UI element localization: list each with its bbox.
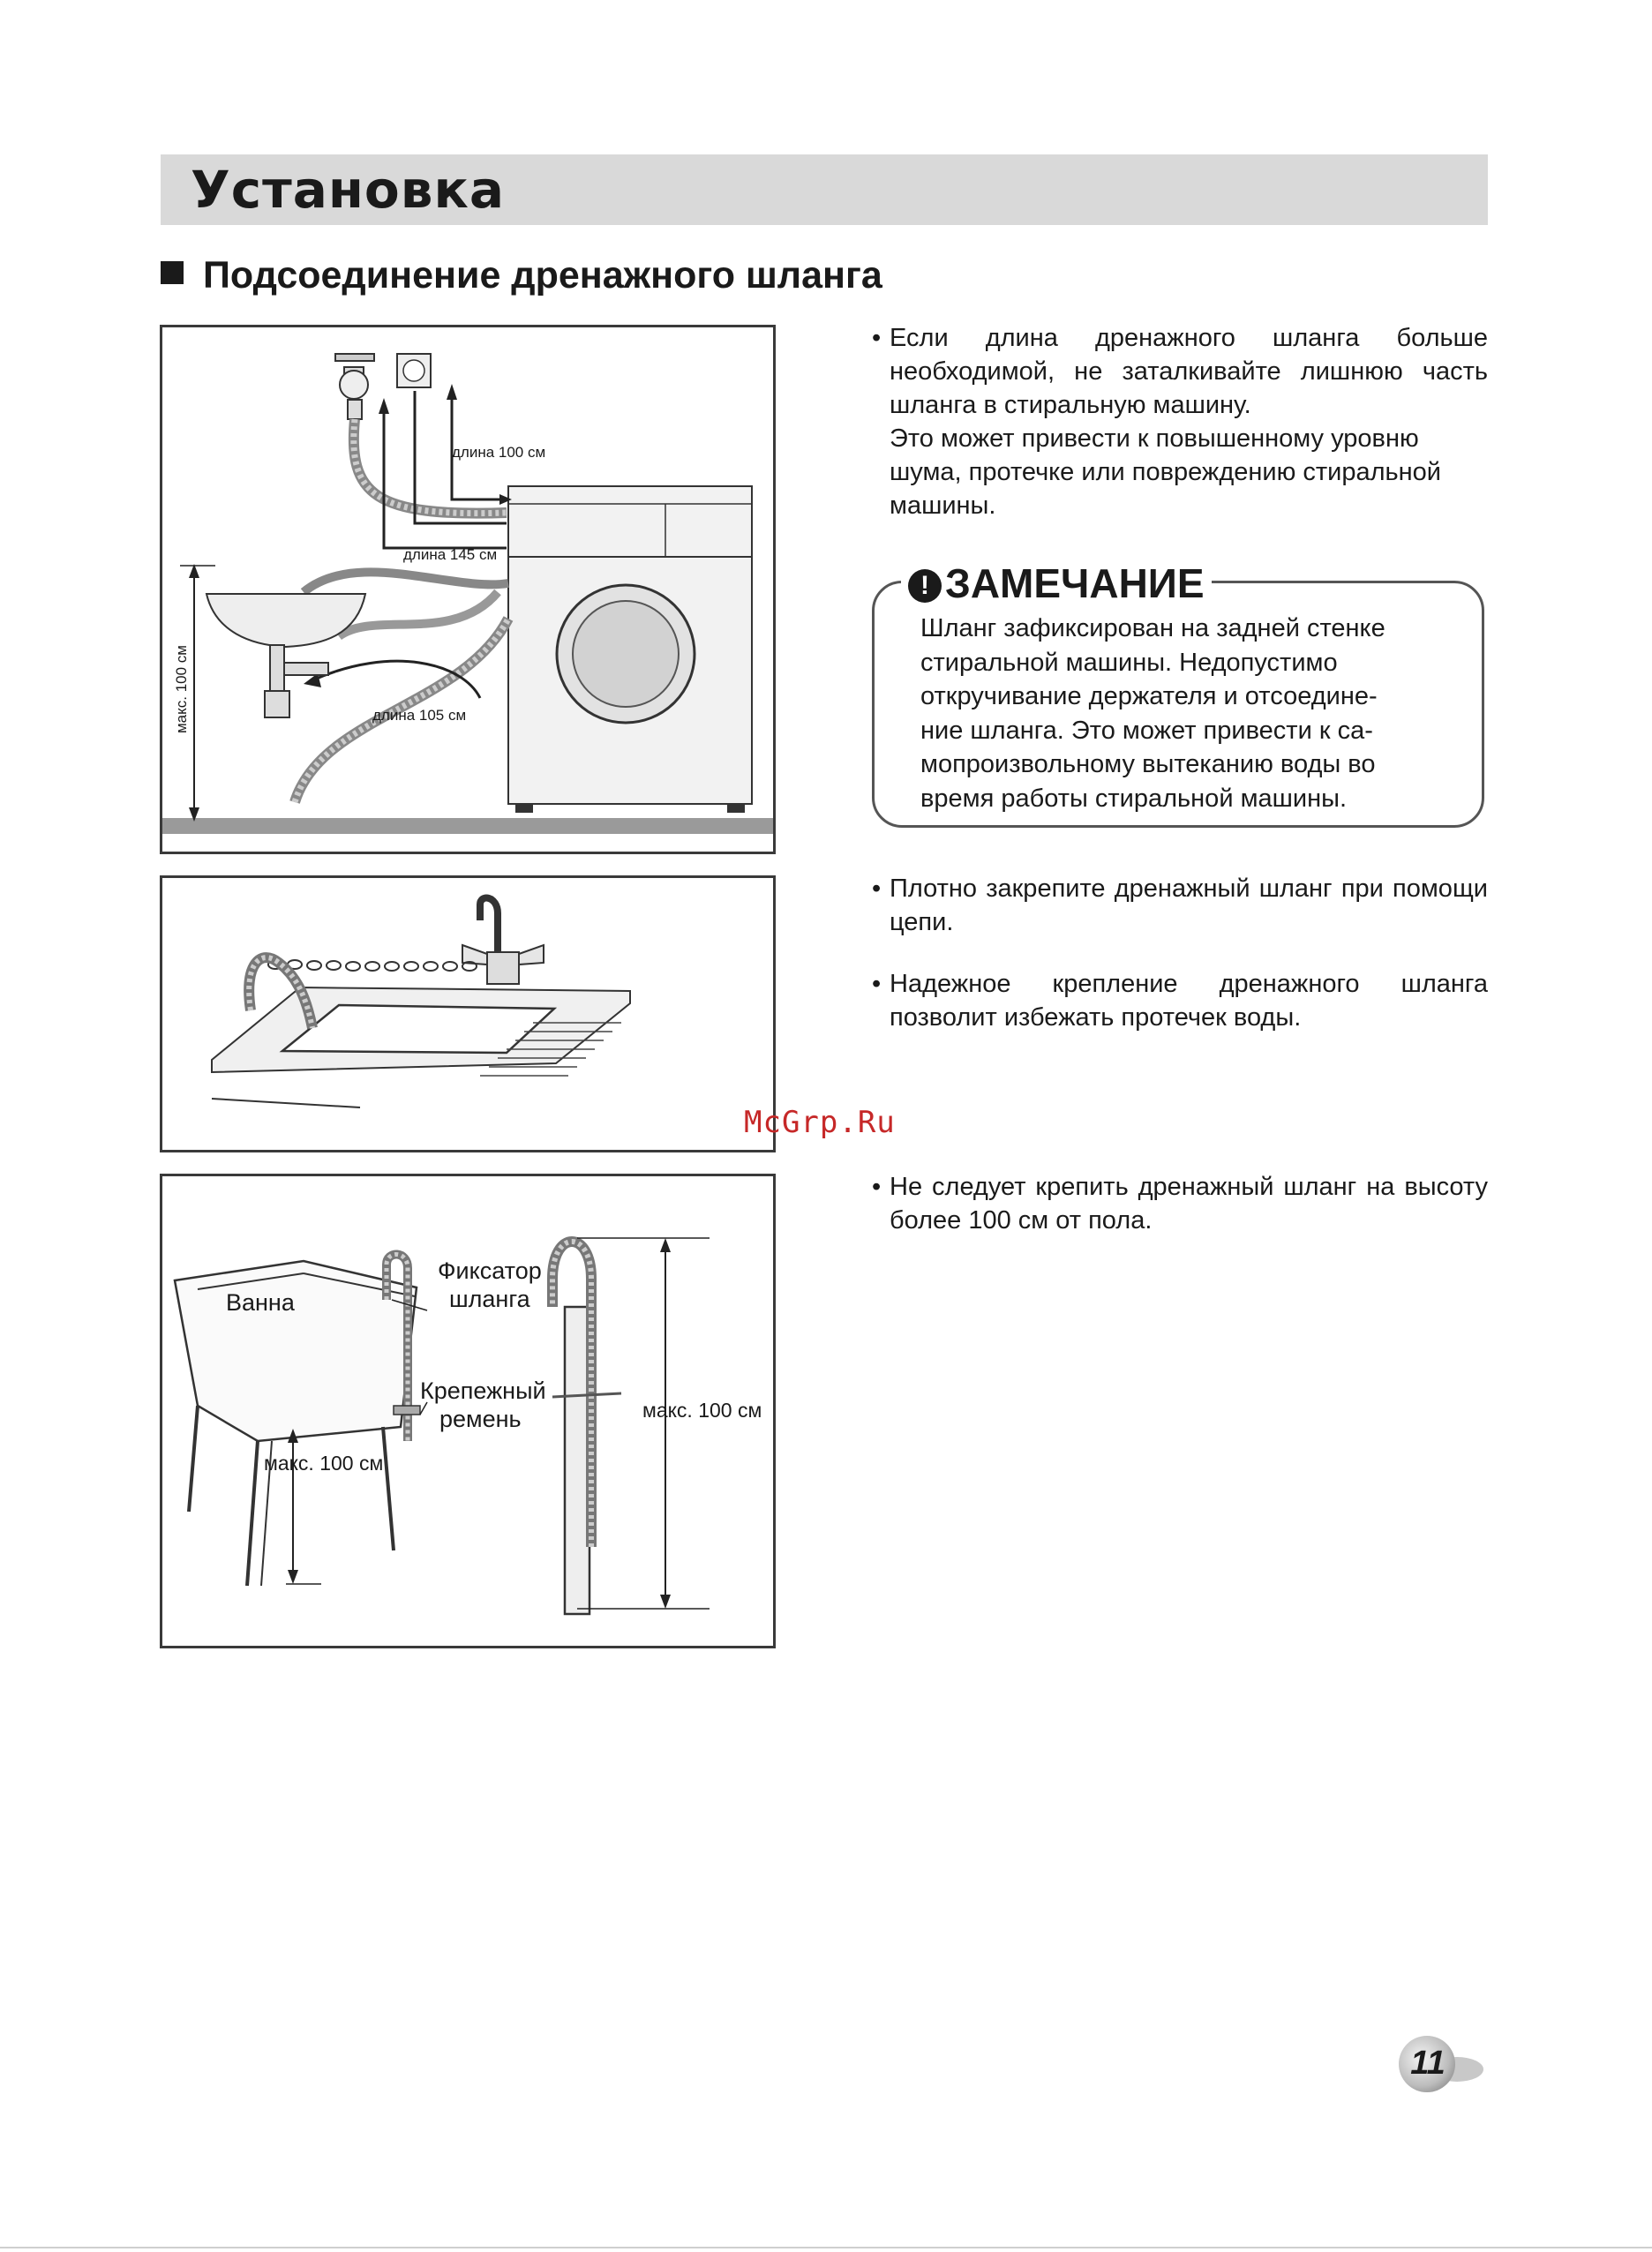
label-strap-2: ремень: [439, 1406, 522, 1432]
figure-sink-chain: [160, 875, 776, 1152]
text-block-chain: [872, 872, 1488, 1034]
chain: [268, 960, 477, 971]
standpipe: [565, 1307, 589, 1614]
floor: [162, 818, 773, 834]
faucet: [462, 898, 544, 984]
exclamation-icon: !: [908, 569, 942, 603]
label-length-145: длина 145 см: [403, 546, 498, 563]
list-item: • Не следует крепить дренажный шланг на высоту более 100 см от пола.: [872, 1173, 1488, 1235]
list-item: • Плотно закрепите дренажный шланг при помощи цепи.: [872, 875, 1488, 936]
sink-chain-illustration: [162, 878, 773, 1150]
watermark: McGrp.Ru: [744, 1105, 896, 1140]
square-bullet-icon: [161, 261, 184, 284]
label-max-left: макс. 100 см: [264, 1452, 384, 1475]
label-length-105: длина 105 см: [372, 707, 467, 724]
list-item: • Надежное крепление дренажного шланга позволит избежать протечек воды.: [872, 970, 1488, 1032]
text-block-hose-length: [872, 321, 1488, 522]
page-title: Установка: [191, 160, 505, 220]
note-box: [872, 560, 1484, 828]
label-tub: Ванна: [226, 1289, 295, 1316]
figure-hose-lengths: [160, 325, 776, 854]
label-holder-1: Фиксатор: [438, 1257, 542, 1284]
label-strap-1: Крепежный: [420, 1377, 546, 1404]
header-bar: [161, 154, 1488, 225]
list-item: • Если длина дренажного шланга больше необходимой, не заталкивайте лишнюю часть шланга в стиральную машину. Это может привести к повышенному уровню шума, протечке или повреждению стиральной машины.: [872, 324, 1488, 520]
label-max-height: макс. 100 см: [173, 645, 190, 733]
section-title: [161, 249, 882, 302]
label-length-100: длина 100 см: [452, 444, 546, 461]
label-holder-2: шланга: [449, 1286, 530, 1312]
hose-lengths-illustration: [162, 327, 773, 852]
note-heading: ! ЗАМЕЧАНИЕ: [901, 560, 1212, 606]
figure-max-height: [160, 1174, 776, 1648]
bottom-rule: [0, 2247, 1652, 2248]
section-title-text: Подсоединение дренажного шланга: [203, 254, 882, 297]
note-text: Шланг зафиксирован на задней стенке стиральной машины. Недопустимо откручивание держателя и отсоедине- ние шланга. Это может привести к са- мопроизвольному вытеканию воды во время работы стиральной машины.: [920, 614, 1385, 813]
label-max-right: макс. 100 см: [642, 1399, 762, 1422]
page-number: 11: [1379, 2032, 1485, 2098]
text-block-max-height: [872, 1170, 1488, 1237]
water-tap: [335, 354, 374, 419]
